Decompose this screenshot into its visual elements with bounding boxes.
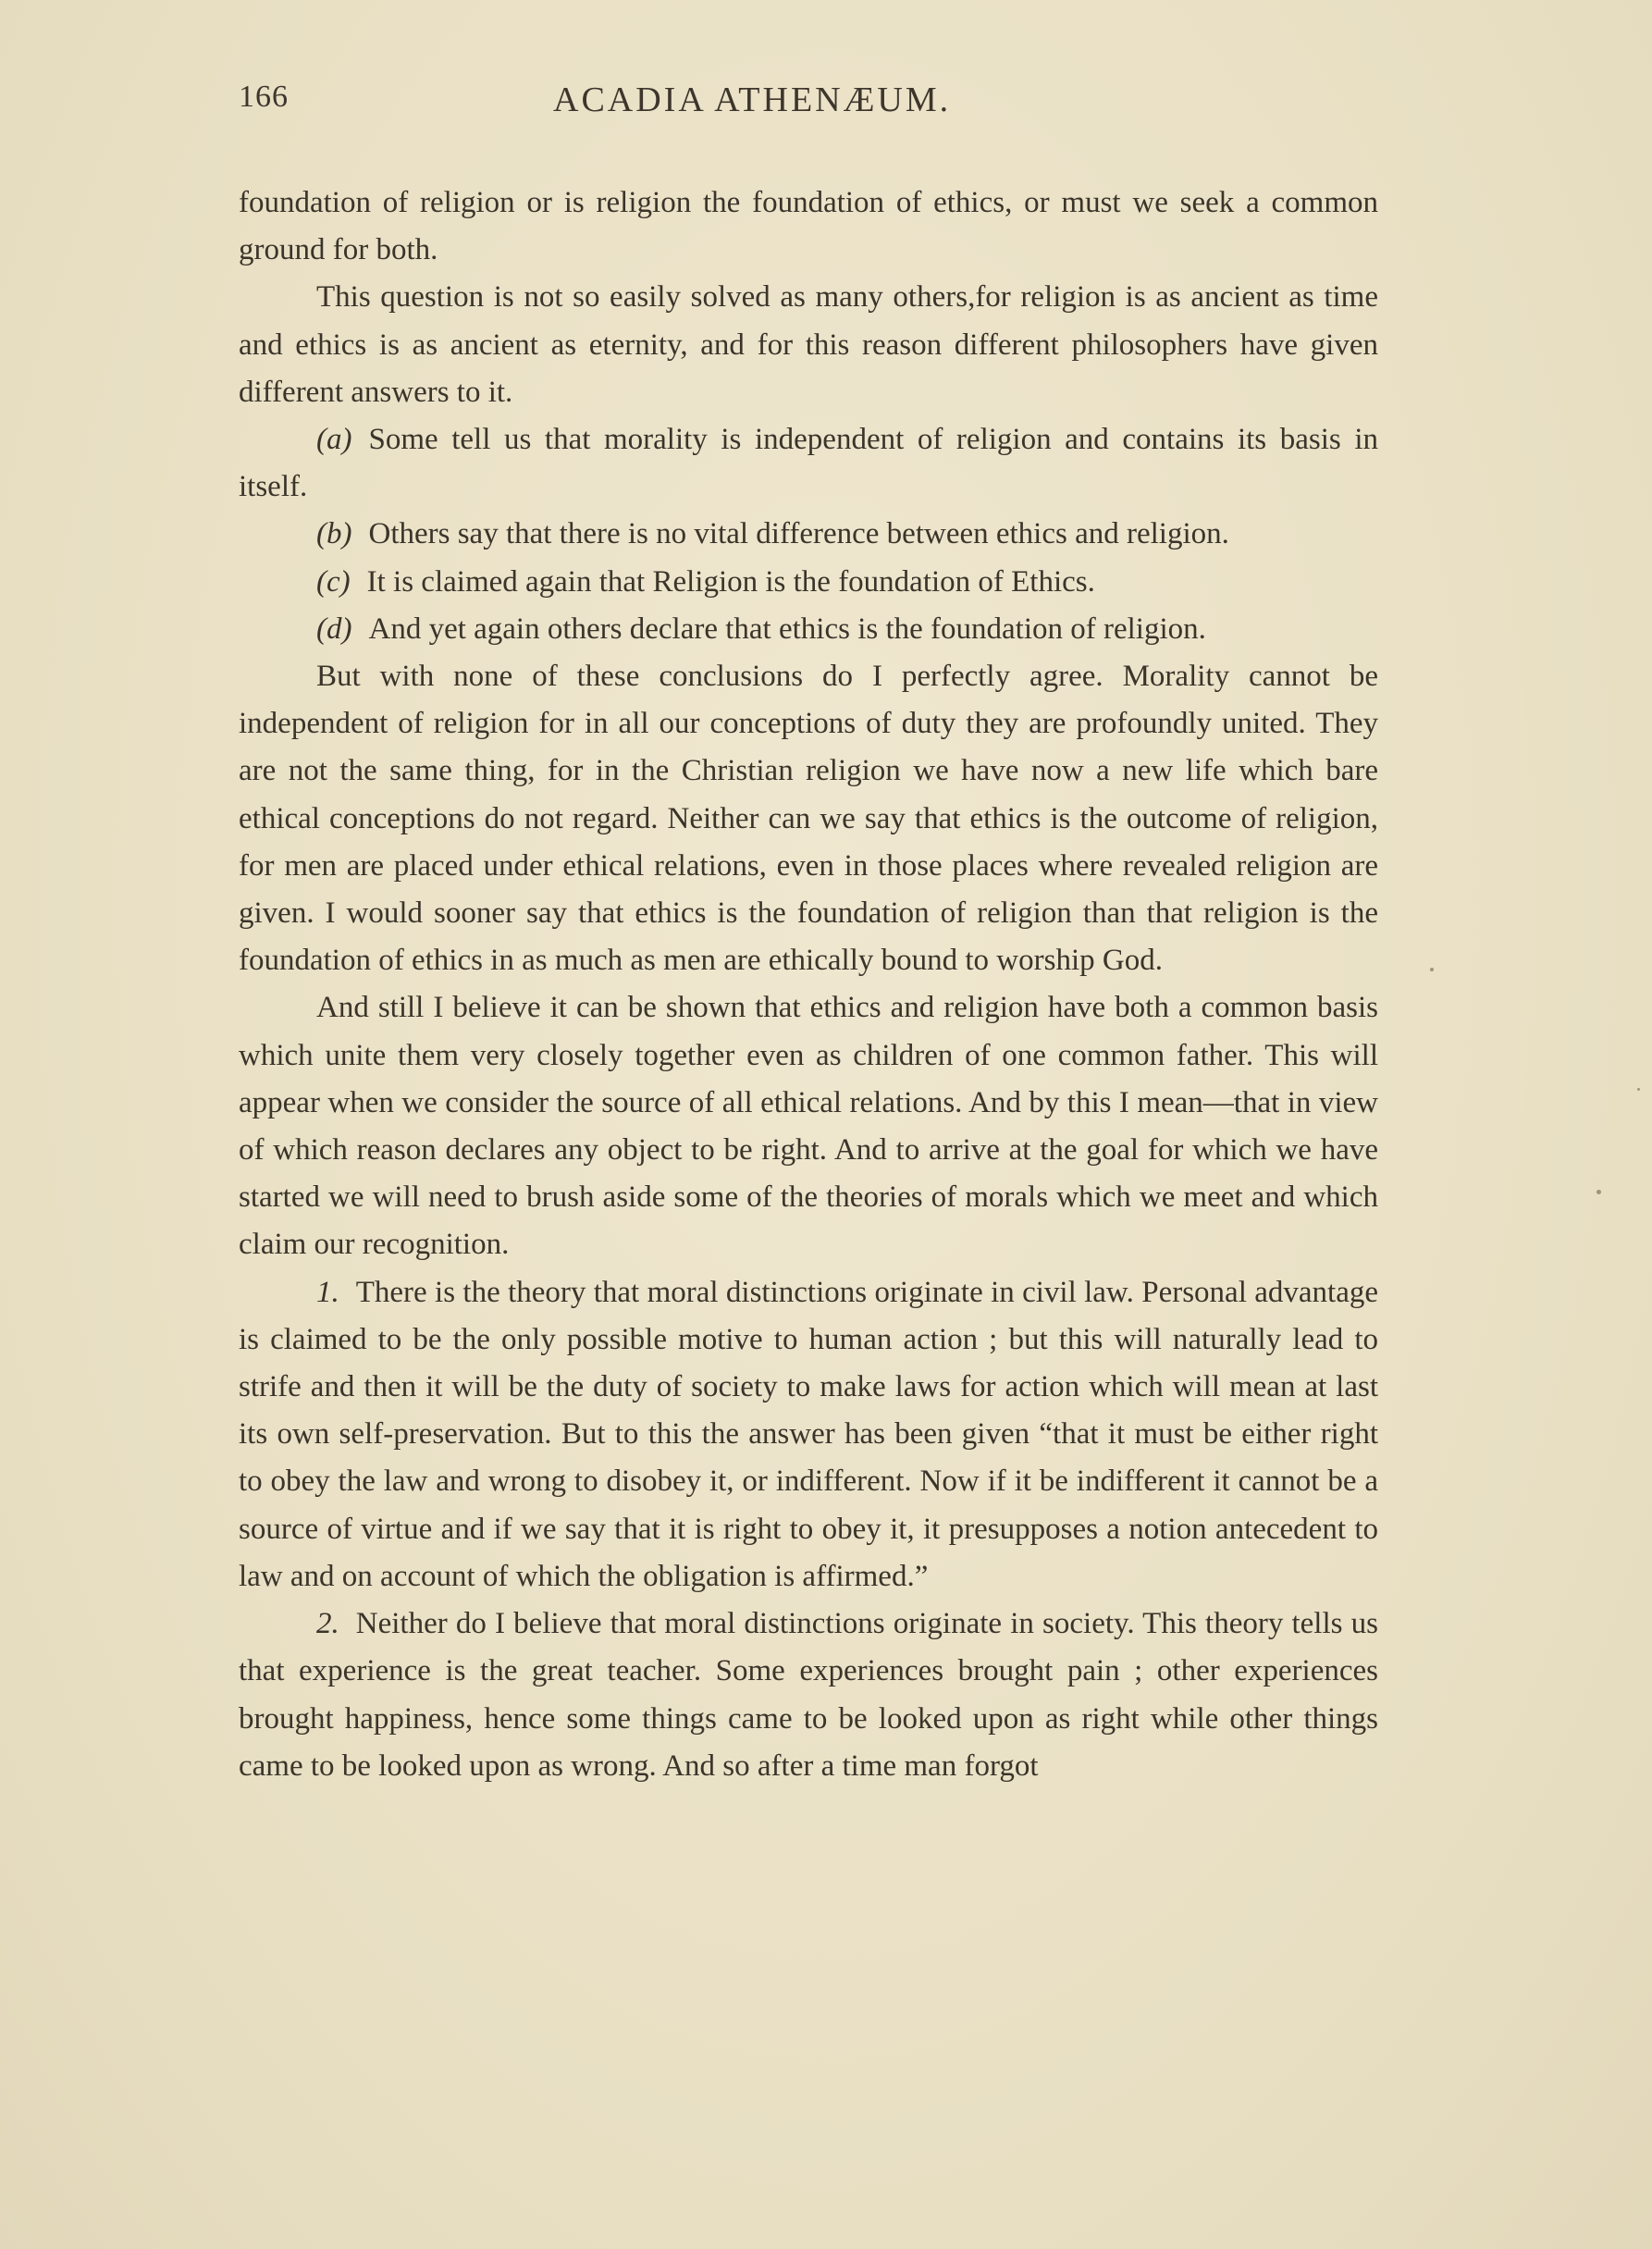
paragraph-text: And still I believe it can be shown that ethics and religion have both a common basis which unite them very closely together even as children of one common father. This will appear when we consider the source of all ethical relations. And by this I mean—that in view of which reason declares any object to be right. And to arrive at the goal for which we have started we will need to brush aside some of the theories of morals which we meet and which claim our recognition. — [239, 991, 1378, 1262]
paragraph-label: 2. — [316, 1607, 339, 1641]
paragraph — [239, 416, 1378, 511]
page-header — [239, 80, 1386, 135]
paragraph-label: 1. — [316, 1275, 339, 1309]
paragraph — [239, 1600, 1378, 1790]
paragraph-text: It is claimed again that Religion is the foundation of Ethics. — [366, 564, 1095, 599]
paragraph-text: This question is not so easily solved as many others,for religion is as ancient as time and ethics is as ancient as eternity, and for this reason different philosophers have given different answers to it. — [239, 280, 1378, 409]
paragraph — [239, 653, 1378, 984]
paragraph-label: (d) — [316, 612, 352, 646]
paragraph — [239, 274, 1378, 416]
paragraph-text: And yet again others declare that ethics is the foundation of religion. — [368, 612, 1206, 646]
paragraph-text: Neither do I believe that moral distinctions originate in society. This theory tells us that experience is the great teacher. Some experiences brought pain ; other experiences brought happiness, hence some things came to be looked upon as right while other things came to be looked upon as wrong. And so after a time man forgot — [239, 1607, 1378, 1783]
paragraph — [239, 984, 1378, 1268]
paragraph-label: (a) — [316, 423, 352, 457]
paragraph — [239, 559, 1378, 606]
page-number: 166 — [239, 80, 289, 114]
paragraph — [239, 606, 1378, 653]
paper-speck — [1597, 1190, 1601, 1194]
paragraph — [239, 511, 1378, 558]
paragraph-label: (c) — [316, 564, 351, 599]
paragraph — [239, 179, 1378, 274]
body-text — [239, 179, 1378, 1790]
paragraph-text: Others say that there is no vital difference between ethics and religion. — [368, 517, 1229, 551]
running-head: ACADIA ATHENÆUM. — [553, 80, 952, 119]
paragraph-text: But with none of these conclusions do I perfectly agree. Morality cannot be independent of religion for in all our conceptions of duty they are profoundly united. They are not the same thing, for in the Christian religion we have now a new life which bare ethical conceptions do not regard. Neither can we say that ethics is the outcome of religion, for men are placed under ethical relations, even in those places where revealed religion are given. I would sooner say that ethics is the foundation of religion than that religion is the foundation of ethics in as much as men are ethically bound to worship God. — [239, 660, 1378, 978]
paragraph-text: foundation of religion or is religion the foundation of ethics, or must we seek a common ground for both. — [239, 186, 1378, 267]
paragraph-label: (b) — [316, 517, 352, 551]
paper-speck — [1637, 1088, 1640, 1091]
paragraph-text: There is the theory that moral distinctions originate in civil law. Personal advantage is claimed to be the only possible motive to human action ; but this will naturally lead to strife and then it will be the duty of society to make laws for action which will mean at last its own self-preservation. But to this the answer has been given “that it must be either right to obey the law and wrong to disobey it, or indifferent. Now if it be indifferent it cannot be a source of virtue and if we say that it is right to obey it, it presupposes a notion antecedent to law and on account of which the obligation is affirmed.” — [239, 1275, 1378, 1593]
paper-speck — [1430, 968, 1434, 971]
paragraph — [239, 1269, 1378, 1600]
paragraph-text: Some tell us that morality is independent of religion and contains its basis in itself. — [239, 423, 1378, 504]
